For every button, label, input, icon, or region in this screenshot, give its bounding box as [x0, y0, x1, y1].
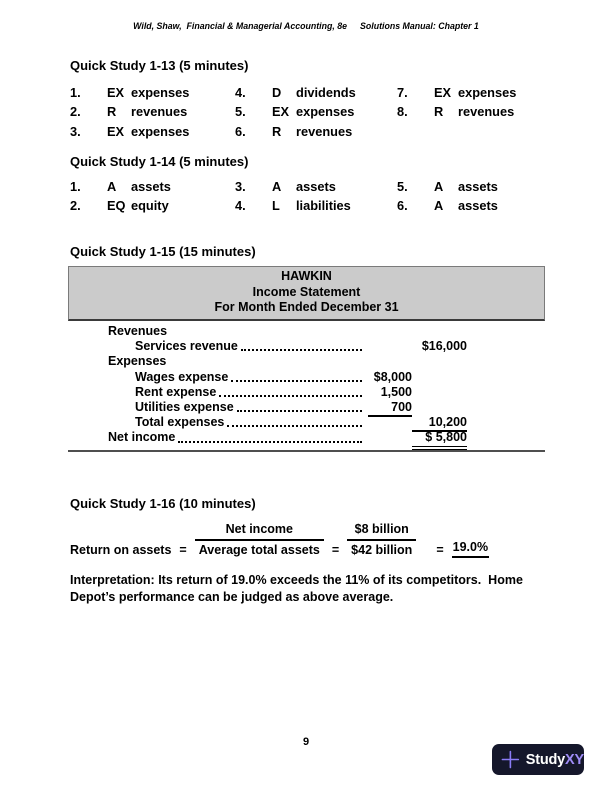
item-label: revenues [296, 123, 353, 139]
list-item [397, 83, 557, 102]
list-item [397, 102, 557, 121]
amount-total-cell: $ 5,800 [412, 430, 467, 449]
plus-icon [501, 750, 520, 769]
list-item [235, 102, 397, 121]
row-label: Services revenue [135, 339, 238, 354]
item-number: 6. [397, 198, 408, 214]
equals-sign: = [436, 543, 444, 557]
statement-body [68, 324, 545, 446]
item-label: expenses [296, 104, 355, 120]
running-header [0, 21, 612, 31]
item-answer-code: A [272, 179, 282, 194]
list-item [70, 102, 235, 121]
item-answer-code: EQ [107, 198, 126, 214]
list-item [70, 83, 235, 102]
answer-column [397, 177, 557, 216]
item-label: assets [131, 179, 171, 194]
amount-total-cell: 10,200 [412, 415, 467, 432]
table-row [68, 354, 545, 369]
item-number: 3. [70, 123, 81, 139]
item-answer-code: R [107, 104, 117, 120]
section-title: Quick Study 1-14 (5 minutes) [70, 154, 249, 169]
section-quick-study-1-13 [70, 58, 582, 141]
item-label: expenses [131, 123, 190, 139]
answer-column [235, 83, 397, 141]
row-label: Net income [108, 430, 176, 445]
section-title: Quick Study 1-15 (15 minutes) [70, 244, 256, 259]
dot-leader [178, 441, 362, 443]
item-number: 7. [397, 85, 408, 100]
item-number: 8. [397, 104, 408, 120]
fraction-numerator: Net income [195, 522, 324, 541]
dot-leader [227, 425, 362, 427]
answer-column [235, 177, 397, 216]
item-number: 1. [70, 85, 81, 100]
list-item [397, 196, 557, 215]
item-number: 2. [70, 198, 81, 214]
statement-period: For Month Ended December 31 [214, 300, 399, 315]
section-quick-study-1-16 [70, 496, 582, 558]
item-answer-code: EX [107, 85, 125, 100]
item-answer-code: D [272, 85, 282, 100]
item-number: 2. [70, 104, 81, 120]
company-name: HAWKIN [281, 269, 332, 283]
answer-column [70, 83, 235, 141]
table-row [68, 385, 545, 400]
item-answer-code: EX [434, 85, 452, 100]
list-item [70, 122, 235, 141]
item-answer-code: L [272, 198, 280, 214]
section-quick-study-1-15 [68, 244, 545, 452]
item-label: expenses [131, 85, 190, 100]
equals-sign: = [331, 543, 340, 557]
item-label: liabilities [296, 198, 351, 214]
row-label: Revenues [108, 324, 168, 339]
item-label: equity [131, 198, 169, 214]
statement-header [68, 266, 545, 321]
row-label: Wages expense [135, 369, 229, 384]
header-chapter-ref: Solutions Manual: Chapter 1 [360, 21, 479, 31]
page-number: 9 [302, 736, 310, 748]
row-label: Expenses [108, 354, 167, 369]
fraction-denominator: Average total assets [198, 543, 320, 557]
item-label: dividends [296, 85, 356, 100]
section-quick-study-1-14 [70, 154, 582, 216]
income-statement-table [68, 266, 545, 452]
table-row [68, 370, 545, 385]
table-row [68, 430, 545, 445]
item-answer-code: EX [272, 104, 290, 120]
return-on-assets-equation [70, 522, 582, 558]
amount-subtotal-cell: 700 [368, 400, 412, 417]
section-title: Quick Study 1-13 (5 minutes) [70, 58, 249, 73]
item-label: assets [458, 179, 498, 194]
logo-brand: Study [525, 751, 566, 768]
item-label: assets [458, 198, 498, 214]
logo-brand-accent: XY [565, 751, 584, 768]
row-label: Utilities expense [135, 400, 234, 415]
item-number: 3. [235, 179, 246, 194]
item-number: 4. [235, 85, 246, 100]
item-answer-code: R [434, 104, 444, 120]
amount-subtotal-cell: $8,000 [373, 369, 412, 384]
item-label: expenses [458, 85, 517, 100]
logo-wordmark [526, 752, 584, 768]
item-answer-code: EX [107, 123, 125, 139]
table-row [68, 324, 545, 339]
list-item [70, 177, 235, 196]
table-row [68, 400, 545, 415]
list-item [235, 122, 397, 141]
equation-result: 19.0% [452, 540, 489, 558]
amount-total-cell: $16,000 [421, 339, 467, 354]
header-book-title: Wild, Shaw, Financial & Managerial Accounting, 8e [133, 21, 348, 31]
item-label: revenues [458, 104, 515, 120]
dot-leader [231, 380, 362, 382]
answer-grid [70, 177, 582, 216]
fraction-numerator: $8 billion [347, 522, 416, 541]
list-item [235, 83, 397, 102]
row-label: Total expenses [135, 415, 225, 430]
list-item [397, 177, 557, 196]
item-answer-code: A [107, 179, 117, 194]
item-number: 5. [397, 179, 408, 194]
studyxy-logo[interactable] [492, 744, 584, 775]
statement-type: Income Statement [252, 284, 361, 299]
item-label: assets [296, 179, 336, 194]
equation-lhs: Return on assets [70, 543, 172, 557]
answer-column [397, 83, 557, 141]
fraction-denominator: $42 billion [351, 543, 413, 557]
formula-fraction [195, 522, 324, 558]
item-answer-code: R [272, 123, 282, 139]
dot-leader [241, 349, 362, 351]
answer-column [70, 177, 235, 216]
list-item [235, 177, 397, 196]
row-label: Rent expense [135, 384, 217, 399]
table-row [68, 415, 545, 430]
amount-subtotal-cell: 1,500 [380, 384, 412, 399]
list-item [70, 196, 235, 215]
dot-leader [237, 410, 362, 412]
dot-leader [219, 395, 362, 397]
item-number: 1. [70, 179, 81, 194]
answer-grid [70, 83, 582, 141]
interpretation-paragraph: Interpretation: Its return of 19.0% exceeds the 11% of its competitors. Home Depot’s performance can be judged as above average. [70, 573, 527, 604]
item-answer-code: A [434, 179, 444, 194]
item-answer-code: A [434, 198, 444, 214]
section-title: Quick Study 1-16 (10 minutes) [70, 496, 256, 511]
values-fraction [347, 522, 416, 558]
equals-sign: = [179, 543, 187, 557]
table-row [68, 339, 545, 354]
item-number: 4. [235, 198, 246, 214]
item-number: 5. [235, 104, 246, 120]
table-bottom-rule [68, 450, 545, 452]
item-label: revenues [131, 104, 188, 120]
item-number: 6. [235, 123, 246, 139]
list-item [235, 196, 397, 215]
